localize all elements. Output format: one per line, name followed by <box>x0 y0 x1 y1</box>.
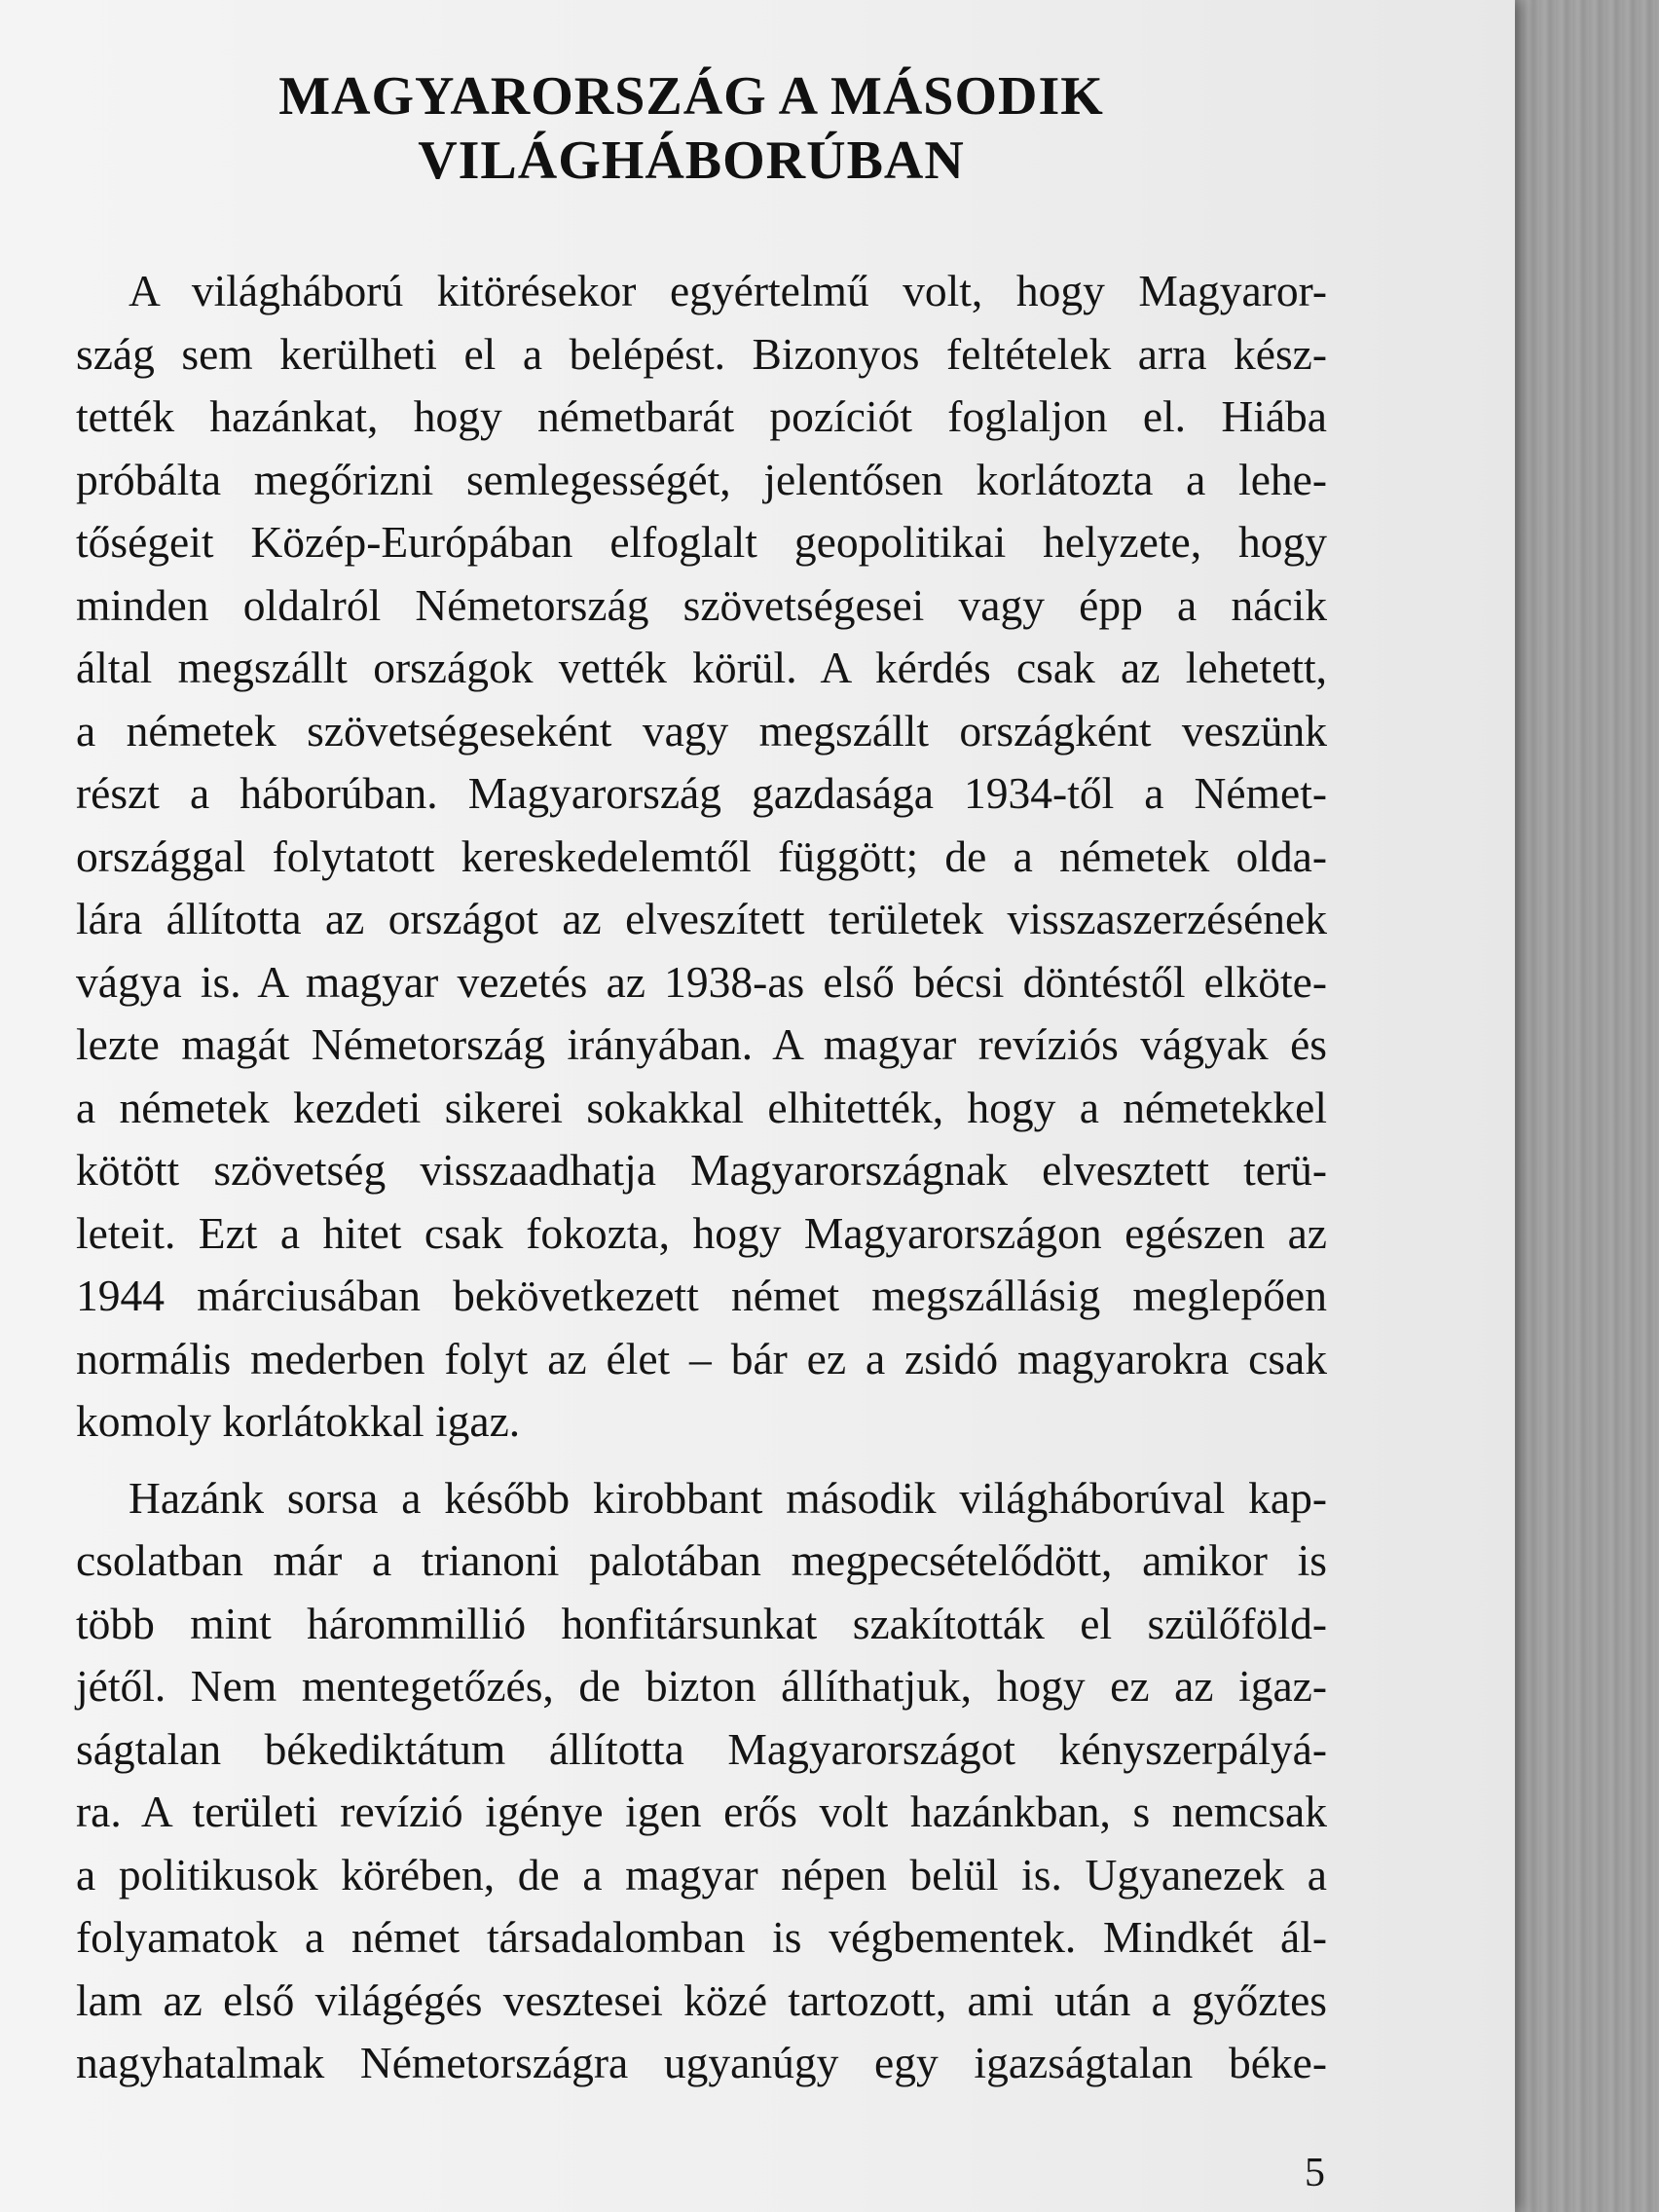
text-line: részt a háborúban. Magyarország gazdasága 1934-től a Német- <box>76 768 1327 818</box>
text-line: leteit. Ezt a hitet csak fokozta, hogy Magyarországon egészen az <box>76 1207 1327 1258</box>
text-line: által megszállt országok vették körül. A kérdés csak az lehetett, <box>76 643 1327 692</box>
body-text <box>76 260 1327 2095</box>
paragraph-spacer <box>76 1454 1327 1467</box>
background-surface <box>1490 0 1659 2212</box>
text-line: tőségeit Közép-Európában elfoglalt geopolitikai helyzete, hogy <box>76 517 1327 567</box>
text-line: minden oldalról Németország szövetségesei vagy épp a nácik <box>76 579 1327 630</box>
text-line: folyamatok a német társadalomban is végbementek. Mindkét ál- <box>76 1912 1327 1962</box>
paragraph-1 <box>76 260 1327 1454</box>
text-line: normális mederben folyt az élet – bár ez a zsidó magyarokra csak <box>76 1333 1327 1383</box>
text-line: tették hazánkat, hogy németbarát pozíciót foglaljon el. Hiába <box>76 391 1327 441</box>
text-line: jétől. Nem mentegetőzés, de bizton állíthatjuk, hogy ez az igaz- <box>76 1661 1327 1711</box>
text-line: komoly korlátokkal igaz. <box>76 1396 521 1446</box>
text-line: A világháború kitörésekor egyértelmű volt, hogy Magyaror- <box>129 266 1327 315</box>
text-line: a németek szövetségeseként vagy megszállt országként veszünk <box>76 705 1327 756</box>
chapter-title-line-1: MAGYARORSZÁG A MÁSODIK <box>278 66 1104 127</box>
text-line: nagyhatalmak Németországra ugyanúgy egy igazságtalan béke- <box>76 2038 1327 2087</box>
text-line: több mint hárommillió honfitársunkat szakították el szülőföld- <box>76 1598 1327 1648</box>
text-line: próbálta megőrizni semlegességét, jelentősen korlátozta a lehe- <box>76 454 1327 504</box>
text-line: 1944 márciusában bekövetkezett német megszállásig meglepően <box>76 1271 1327 1320</box>
text-line: kötött szövetség visszaadhatja Magyarországnak elvesztett terü- <box>76 1145 1327 1195</box>
paragraph-2 <box>76 1467 1327 2095</box>
text-line: a politikusok körében, de a magyar népen belül is. Ugyanezek a <box>76 1849 1327 1899</box>
text-line: csolatban már a trianoni palotában megpecsételődött, amikor is <box>76 1535 1327 1585</box>
text-line: országgal folytatott kereskedelemtől függött; de a németek olda- <box>76 830 1327 881</box>
text-line: ságtalan békediktátum állította Magyarországot kényszerpályá- <box>76 1723 1327 1774</box>
text-line: lezte magát Németország irányában. A magyar revíziós vágyak és <box>76 1019 1327 1069</box>
text-line: lam az első világégés vesztesei közé tartozott, ami után a győztes <box>76 1974 1327 2025</box>
text-line: Hazánk sorsa a később kirobbant második világháborúval kap- <box>129 1472 1327 1523</box>
text-line: lára állította az országot az elveszített területek visszaszerzésének <box>76 894 1327 943</box>
chapter-title-line-2: VILÁGHÁBORÚBAN <box>418 130 965 191</box>
text-line: vágya is. A magyar vezetés az 1938-as első bécsi döntéstől elköte- <box>76 956 1327 1007</box>
chapter-title <box>0 64 1382 193</box>
text-line: a németek kezdeti sikerei sokakkal elhitették, hogy a németekkel <box>76 1082 1327 1132</box>
text-line: szág sem kerülheti el a belépést. Bizonyos feltételek arra kész- <box>76 328 1327 379</box>
page-number: 5 <box>1305 2151 1325 2195</box>
text-line: ra. A területi revízió igénye igen erős volt hazánkban, s nemcsak <box>76 1787 1327 1836</box>
